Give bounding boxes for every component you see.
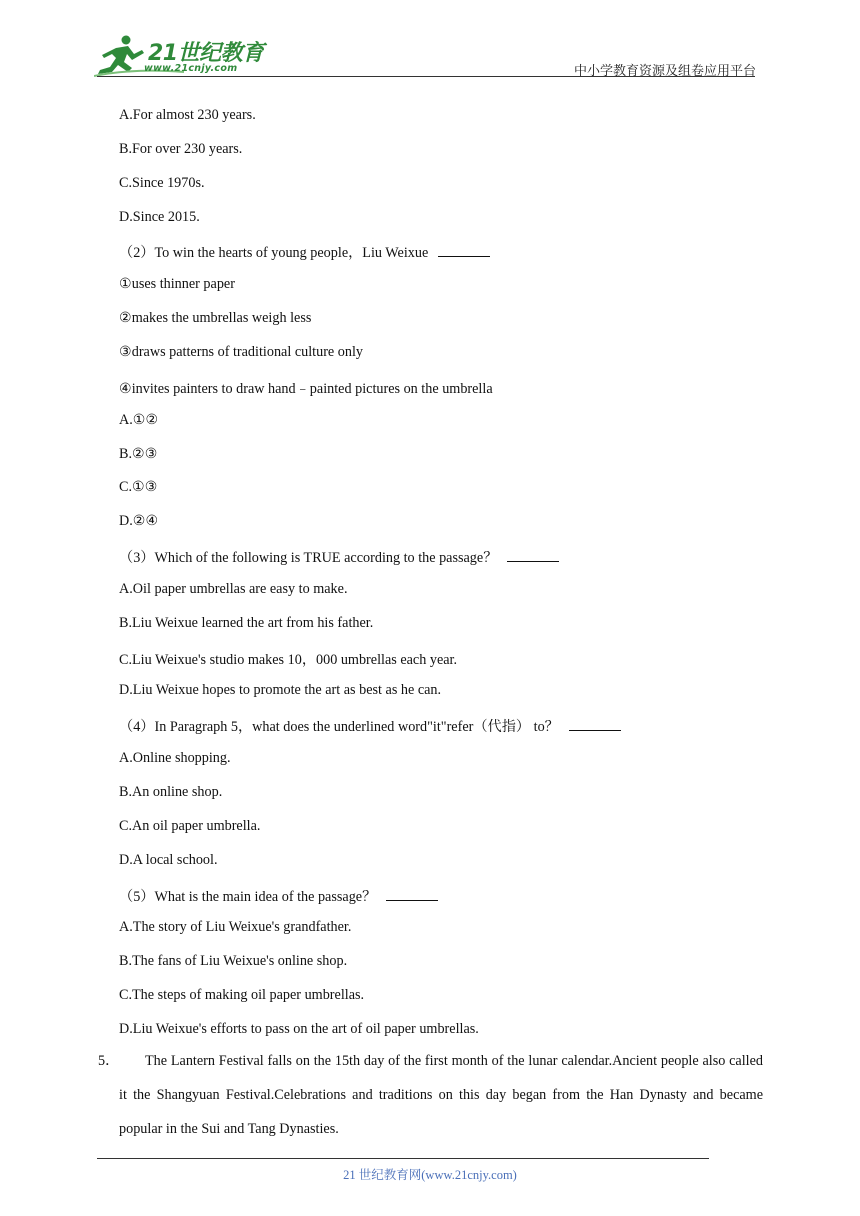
option-line — [119, 141, 242, 158]
line-text: B.An online shop. — [119, 784, 223, 800]
line-text: D.Liu Weixue's efforts to pass on the art of oil paper umbrellas. — [119, 1020, 479, 1037]
line-text: （5）What is the main idea of the passage？ — [119, 888, 377, 905]
option-line — [119, 446, 157, 463]
answer-blank — [386, 888, 438, 901]
line-text: ③draws patterns of traditional culture only — [119, 343, 363, 360]
question-stem — [119, 242, 490, 262]
line-text: B.The fans of Liu Weixue's online shop. — [119, 953, 348, 970]
option-line — [119, 479, 157, 496]
line-text: C.Since 1970s. — [119, 174, 205, 191]
line-text: D.Liu Weixue hopes to promote the art as best as he can. — [119, 682, 442, 699]
header-divider — [97, 76, 755, 77]
option-line — [119, 581, 348, 598]
line-text: B.For over 230 years. — [119, 140, 243, 157]
option-line — [119, 987, 364, 1004]
option-line — [119, 852, 218, 869]
line-text: （4）In Paragraph 5，what does the underlined word"it"refer（代指） to？ — [119, 719, 559, 736]
line-text: ④invites painters to draw hand﹣painted pictures on the umbrella — [119, 380, 493, 397]
option-line — [119, 412, 158, 429]
logo-url: www.21cnjy.com — [144, 63, 238, 74]
line-text: D.A local school. — [119, 851, 218, 868]
line-text: C.An oil paper umbrella. — [119, 817, 261, 834]
line-text: C.The steps of making oil paper umbrellas. — [119, 987, 365, 1004]
answer-blank — [569, 718, 621, 731]
line-text: B.②③ — [119, 445, 158, 462]
question-5-text: The Lantern Festival falls on the 15th day of the first month of the lunar calendar.Ancient people also called it the Shangyuan Festival.Celebrations and traditions on this day began from the Han Dynasty and became popular in the Sui and Tang Dynasties. — [119, 1053, 763, 1137]
option-line — [119, 953, 347, 970]
option-line — [119, 682, 441, 699]
option-line — [119, 276, 235, 293]
option-line — [119, 919, 351, 936]
option-line — [119, 1021, 479, 1038]
question-number: 5． — [98, 1053, 120, 1069]
question-5 — [98, 1044, 763, 1146]
question-stem — [119, 547, 559, 567]
question-stem — [119, 886, 438, 906]
option-line — [119, 750, 231, 767]
logo-text: 21世纪教育 — [148, 41, 264, 66]
option-line — [119, 175, 205, 192]
line-text: C.Liu Weixue's studio makes 10，000 umbrellas each year. — [119, 651, 458, 668]
answer-blank — [507, 549, 559, 562]
option-line — [119, 344, 363, 361]
line-text: ①uses thinner paper — [119, 276, 235, 293]
line-text: A.The story of Liu Weixue's grandfather. — [119, 919, 352, 936]
line-text: ②makes the umbrellas weigh less — [119, 310, 312, 327]
line-text: A.①② — [119, 411, 159, 428]
line-text: D.②④ — [119, 513, 159, 530]
option-line — [119, 378, 493, 398]
option-line — [119, 513, 158, 530]
option-line — [119, 784, 222, 801]
option-line — [119, 615, 373, 632]
option-line — [119, 649, 457, 669]
option-line — [119, 310, 311, 327]
line-text: A.Oil paper umbrellas are easy to make. — [119, 580, 348, 597]
line-text: A.Online shopping. — [119, 750, 231, 767]
question-stem — [119, 716, 621, 736]
answer-blank — [438, 244, 490, 257]
option-line — [119, 818, 260, 835]
line-text: （3）Which of the following is TRUE according to the passage？ — [119, 550, 498, 567]
line-text: C.①③ — [119, 479, 158, 496]
line-text: A.For almost 230 years. — [119, 107, 256, 123]
footer-text: 21 世纪教育网(www.21cnjy.com) — [343, 1168, 517, 1182]
page-header — [0, 0, 860, 80]
footer-divider — [97, 1158, 709, 1159]
line-text: D.Since 2015. — [119, 208, 200, 225]
option-line — [119, 107, 256, 124]
option-line — [119, 209, 200, 226]
line-text: B.Liu Weixue learned the art from his father. — [119, 614, 374, 631]
header-title: 中小学教育资源及组卷应用平台 — [573, 64, 756, 79]
line-text: （2）To win the hearts of young people，Liu Weixue — [119, 245, 429, 262]
